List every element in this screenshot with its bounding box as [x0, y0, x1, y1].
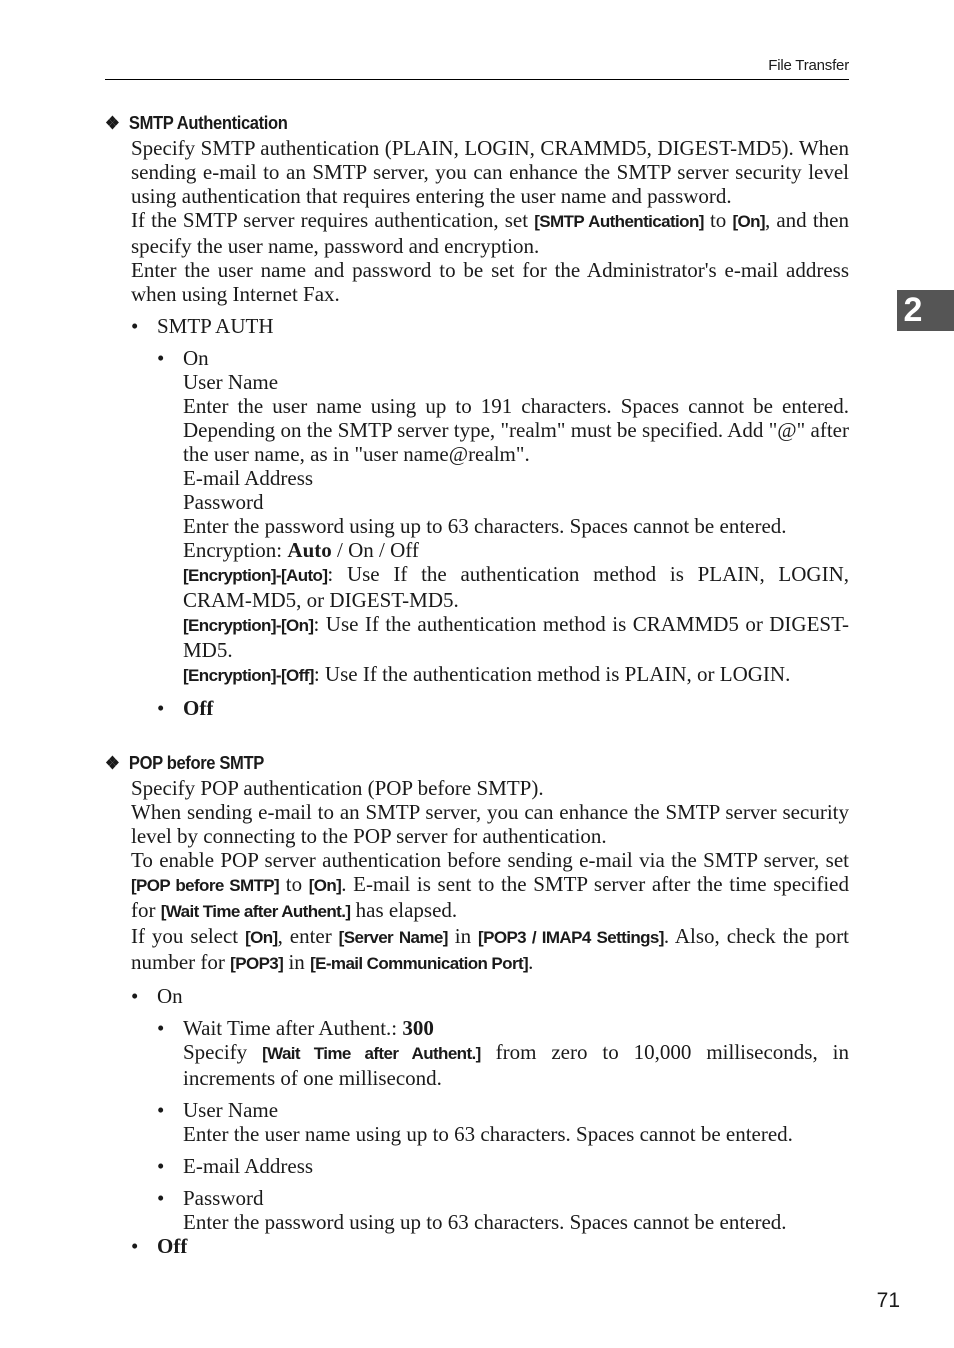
encryption-default-value: Auto — [287, 538, 332, 562]
smtp-set-paragraph — [131, 208, 849, 258]
key-email-communication-port: [E-mail Communication Port] — [310, 954, 529, 973]
encryption-on-line — [183, 612, 849, 662]
text: / On / Off — [331, 538, 419, 562]
key-smtp-authentication: [SMTP Authentication] — [534, 212, 704, 231]
password-label: • Password — [183, 1186, 264, 1210]
list-item-on — [131, 984, 849, 1234]
text: Encryption: — [183, 538, 288, 562]
text: , and then specify the user name, password and encryption. — [131, 208, 849, 258]
wait-time-line — [183, 1016, 849, 1040]
diamond-bullet-icon: ❖ — [105, 113, 120, 133]
text: to — [703, 208, 733, 232]
running-header-title: File Transfer — [768, 57, 849, 74]
text: . E-mail is sent to the SMTP server after the time specified for — [131, 872, 849, 922]
smtp-auth-label: SMTP AUTH — [157, 314, 274, 338]
option-off-label: Off — [183, 696, 214, 720]
option-on-label: On — [157, 984, 183, 1008]
list-item-off — [131, 1234, 849, 1258]
password-label: Password — [183, 490, 264, 514]
key-wait-time: [Wait Time after Authent.] — [262, 1044, 481, 1063]
smtp-admin-paragraph: Enter the user name and password to be set for the Administrator's e-mail address when using Internet Fax. — [131, 258, 849, 306]
wait-time-default-value: 300 — [402, 1016, 434, 1040]
pop-security-paragraph: When sending e-mail to an SMTP server, you can enhance the SMTP server security level by connecting to the POP server for authentication. — [131, 800, 849, 848]
section-heading-text: SMTP Authentication — [128, 113, 288, 133]
user-name-description: Enter the user name using up to 191 characters. Spaces cannot be entered. Depending on the SMTP server type, "realm" must be specified. Add "@" after the user name, as in "user name@realm". — [183, 394, 849, 466]
smtp-intro-paragraph: Specify SMTP authentication (PLAIN, LOGIN, CRAMMD5, DIGEST-MD5). When sending e-mail to an SMTP server, you can enhance the SMTP server security level using authentication that requires entering the user name and password. — [131, 136, 849, 208]
key-encryption-auto: [Encryption]-[Auto] — [183, 566, 328, 585]
key-encryption-on: [Encryption]-[On] — [183, 616, 314, 635]
text: Specify — [183, 1040, 263, 1064]
key-encryption-off: [Encryption]-[Off] — [183, 666, 314, 685]
list-item-on — [157, 346, 849, 688]
text: . — [528, 950, 534, 974]
key-server-name: [Server Name] — [338, 928, 448, 947]
text: from zero to 10,000 milliseconds, in increments of one millisecond. — [183, 1040, 849, 1090]
text: , enter — [277, 924, 339, 948]
smtp-auth-list — [131, 314, 849, 720]
list-item-wait-time — [157, 1016, 849, 1090]
text: in — [447, 924, 479, 948]
list-item-off — [157, 696, 849, 720]
diamond-bullet-icon: ❖ — [105, 753, 120, 773]
option-on-label: • On — [183, 346, 209, 370]
pop-select-paragraph — [131, 924, 849, 976]
pop-option-list — [131, 984, 849, 1258]
option-off-label: Off — [157, 1234, 188, 1258]
text: If you select — [131, 924, 246, 948]
key-wait-time: [Wait Time after Authent.] — [160, 902, 351, 921]
encryption-off-line — [183, 662, 849, 688]
email-address-label: E-mail Address — [183, 466, 314, 490]
text: . Also, check the port number for — [131, 924, 849, 974]
wait-time-description — [183, 1040, 849, 1090]
text: to — [279, 872, 309, 896]
list-item-password — [157, 1186, 849, 1234]
chapter-number: 2 — [903, 291, 923, 329]
password-description: Enter the password using up to 63 characters. Spaces cannot be entered. — [183, 514, 787, 538]
text: : Use If the authentication method is CRAMMD5 or DIGEST-MD5. — [183, 612, 849, 662]
key-on: [On] — [308, 876, 342, 895]
user-name-description: Enter the user name using up to 63 characters. Spaces cannot be entered. — [183, 1122, 793, 1146]
section-heading-pop-before-smtp — [105, 750, 789, 776]
encryption-line — [183, 538, 849, 562]
list-item-smtp-auth — [131, 314, 849, 720]
key-on: [On] — [245, 928, 278, 947]
text: has elapsed. — [350, 898, 458, 922]
section-heading-text: POP before SMTP — [128, 753, 264, 773]
text: To enable POP server authentication before sending e-mail via the SMTP server, set — [131, 848, 849, 872]
header-rule — [105, 79, 849, 80]
password-description: Enter the password using up to 63 characters. Spaces cannot be entered. — [183, 1210, 787, 1234]
text: in — [283, 950, 311, 974]
chapter-tab — [897, 290, 954, 331]
text: : Use If the authentication method is PLAIN, or LOGIN. — [313, 662, 791, 686]
text: : Use If the authentication method is PLAIN, LOGIN, CRAM-MD5, or DIGEST-MD5. — [183, 562, 849, 612]
list-item-email-address — [157, 1154, 849, 1178]
key-pop3: [POP3] — [230, 954, 284, 973]
page-content — [105, 110, 849, 1258]
key-pop-before-smtp: [POP before SMTP] — [131, 876, 280, 895]
page-number: 71 — [876, 1289, 900, 1312]
encryption-auto-line — [183, 562, 849, 612]
key-pop3-imap4-settings: [POP3 / IMAP4 Settings] — [478, 928, 664, 947]
pop-on-settings — [157, 1016, 849, 1234]
text: If the SMTP server requires authentication, set — [131, 208, 535, 232]
pop-intro-paragraph: Specify POP authentication (POP before SMTP). — [131, 776, 544, 800]
text: Wait Time after Authent.: — [183, 1016, 403, 1040]
key-on: [On] — [732, 212, 765, 231]
pop-enable-paragraph — [131, 848, 849, 924]
email-address-label: • E-mail Address — [183, 1154, 314, 1178]
section-spacer — [105, 728, 849, 750]
section-heading-smtp-authentication — [105, 110, 789, 136]
smtp-auth-options — [157, 346, 849, 720]
user-name-label: • User Name — [183, 1098, 279, 1122]
user-name-label: User Name — [183, 370, 279, 394]
list-item-user-name — [157, 1098, 849, 1146]
